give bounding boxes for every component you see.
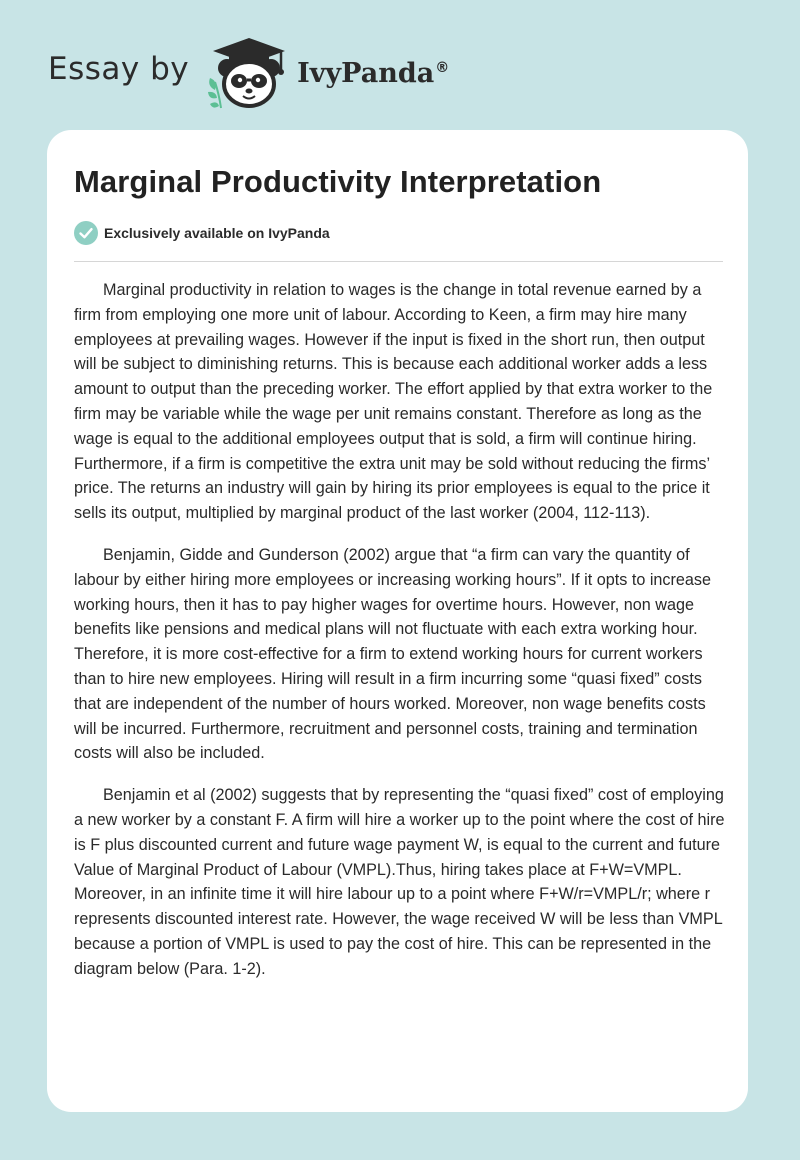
registered-mark: ® (435, 59, 450, 76)
page-title: Marginal Productivity Interpretation (74, 164, 602, 199)
paragraph: Benjamin, Gidde and Gunderson (2002) argue that “a firm can vary the quantity of labour by either hiring more employees or increasing working hours”. If it opts to increase working hours, then it has to pay higher wages for overtime hours. However, non wage benefits like pensions and medical plans will not fluctuate with each extra working hour. Therefore, it is more cost-effective for a firm to extend working hours for current workers than to hire new employees. Hiring will result in a firm incurring some “quasi fixed” costs that are independent of the number of hours worked. Moreover, non wage benefits costs will be incurred. Furthermore, recruitment and personnel costs, training and termination costs will also be included. (74, 545, 712, 763)
check-circle-icon (74, 221, 98, 245)
exclusive-badge (74, 221, 330, 245)
site-branding[interactable] (48, 34, 449, 110)
title-divider (74, 261, 723, 262)
essay-body (74, 278, 725, 999)
paragraph: Benjamin et al (2002) suggests that by representing the “quasi fixed” cost of employing a new worker by a constant F. A firm will hire a worker up to the point where the cost of hire is F plus discounted current and future wage payment W, is equal to the current and future Value of Marginal Product of Labour (VMPL).Thus, hiring takes place at F+W=VMPL. Moreover, in an infinite time it will hire labour up to a point where F+W/r=VMPL/r; where r represents discounted interest rate. However, the wage received W will be less than VMPL because a portion of VMPL is used to pay the cost of hire. This can be represented in the diagram below (Para. 1-2). (74, 786, 725, 978)
essay-card (47, 130, 748, 1112)
panda-graduate-logo-icon (205, 34, 293, 110)
essay-by-label: Essay by (48, 51, 190, 87)
paragraph: Marginal productivity in relation to wages is the change in total revenue earned by a firm from employing one more unit of labour. According to Keen, a firm may hire many employees at prevailing wages. However if the input is fixed in the short run, then output will be subject to diminishing returns. This is because each additional worker adds a less amount to output than the preceding worker. The effort applied by that extra worker to the firm may be variable while the wage per unit remains constant. Therefore as long as the wage is equal to the additional employees output that is sold, a firm will continue hiring. Furthermore, if a firm is competitive the extra unit may be sold without reducing the firms’ price. The returns an industry will gain by hiring its prior employees is equal to the price it sells its output, multiplied by marginal product of the last worker (2004, 112-113). (74, 281, 713, 523)
brand-name: IvyPanda® (297, 57, 450, 89)
exclusive-badge-label: Exclusively available on IvyPanda (104, 225, 330, 241)
